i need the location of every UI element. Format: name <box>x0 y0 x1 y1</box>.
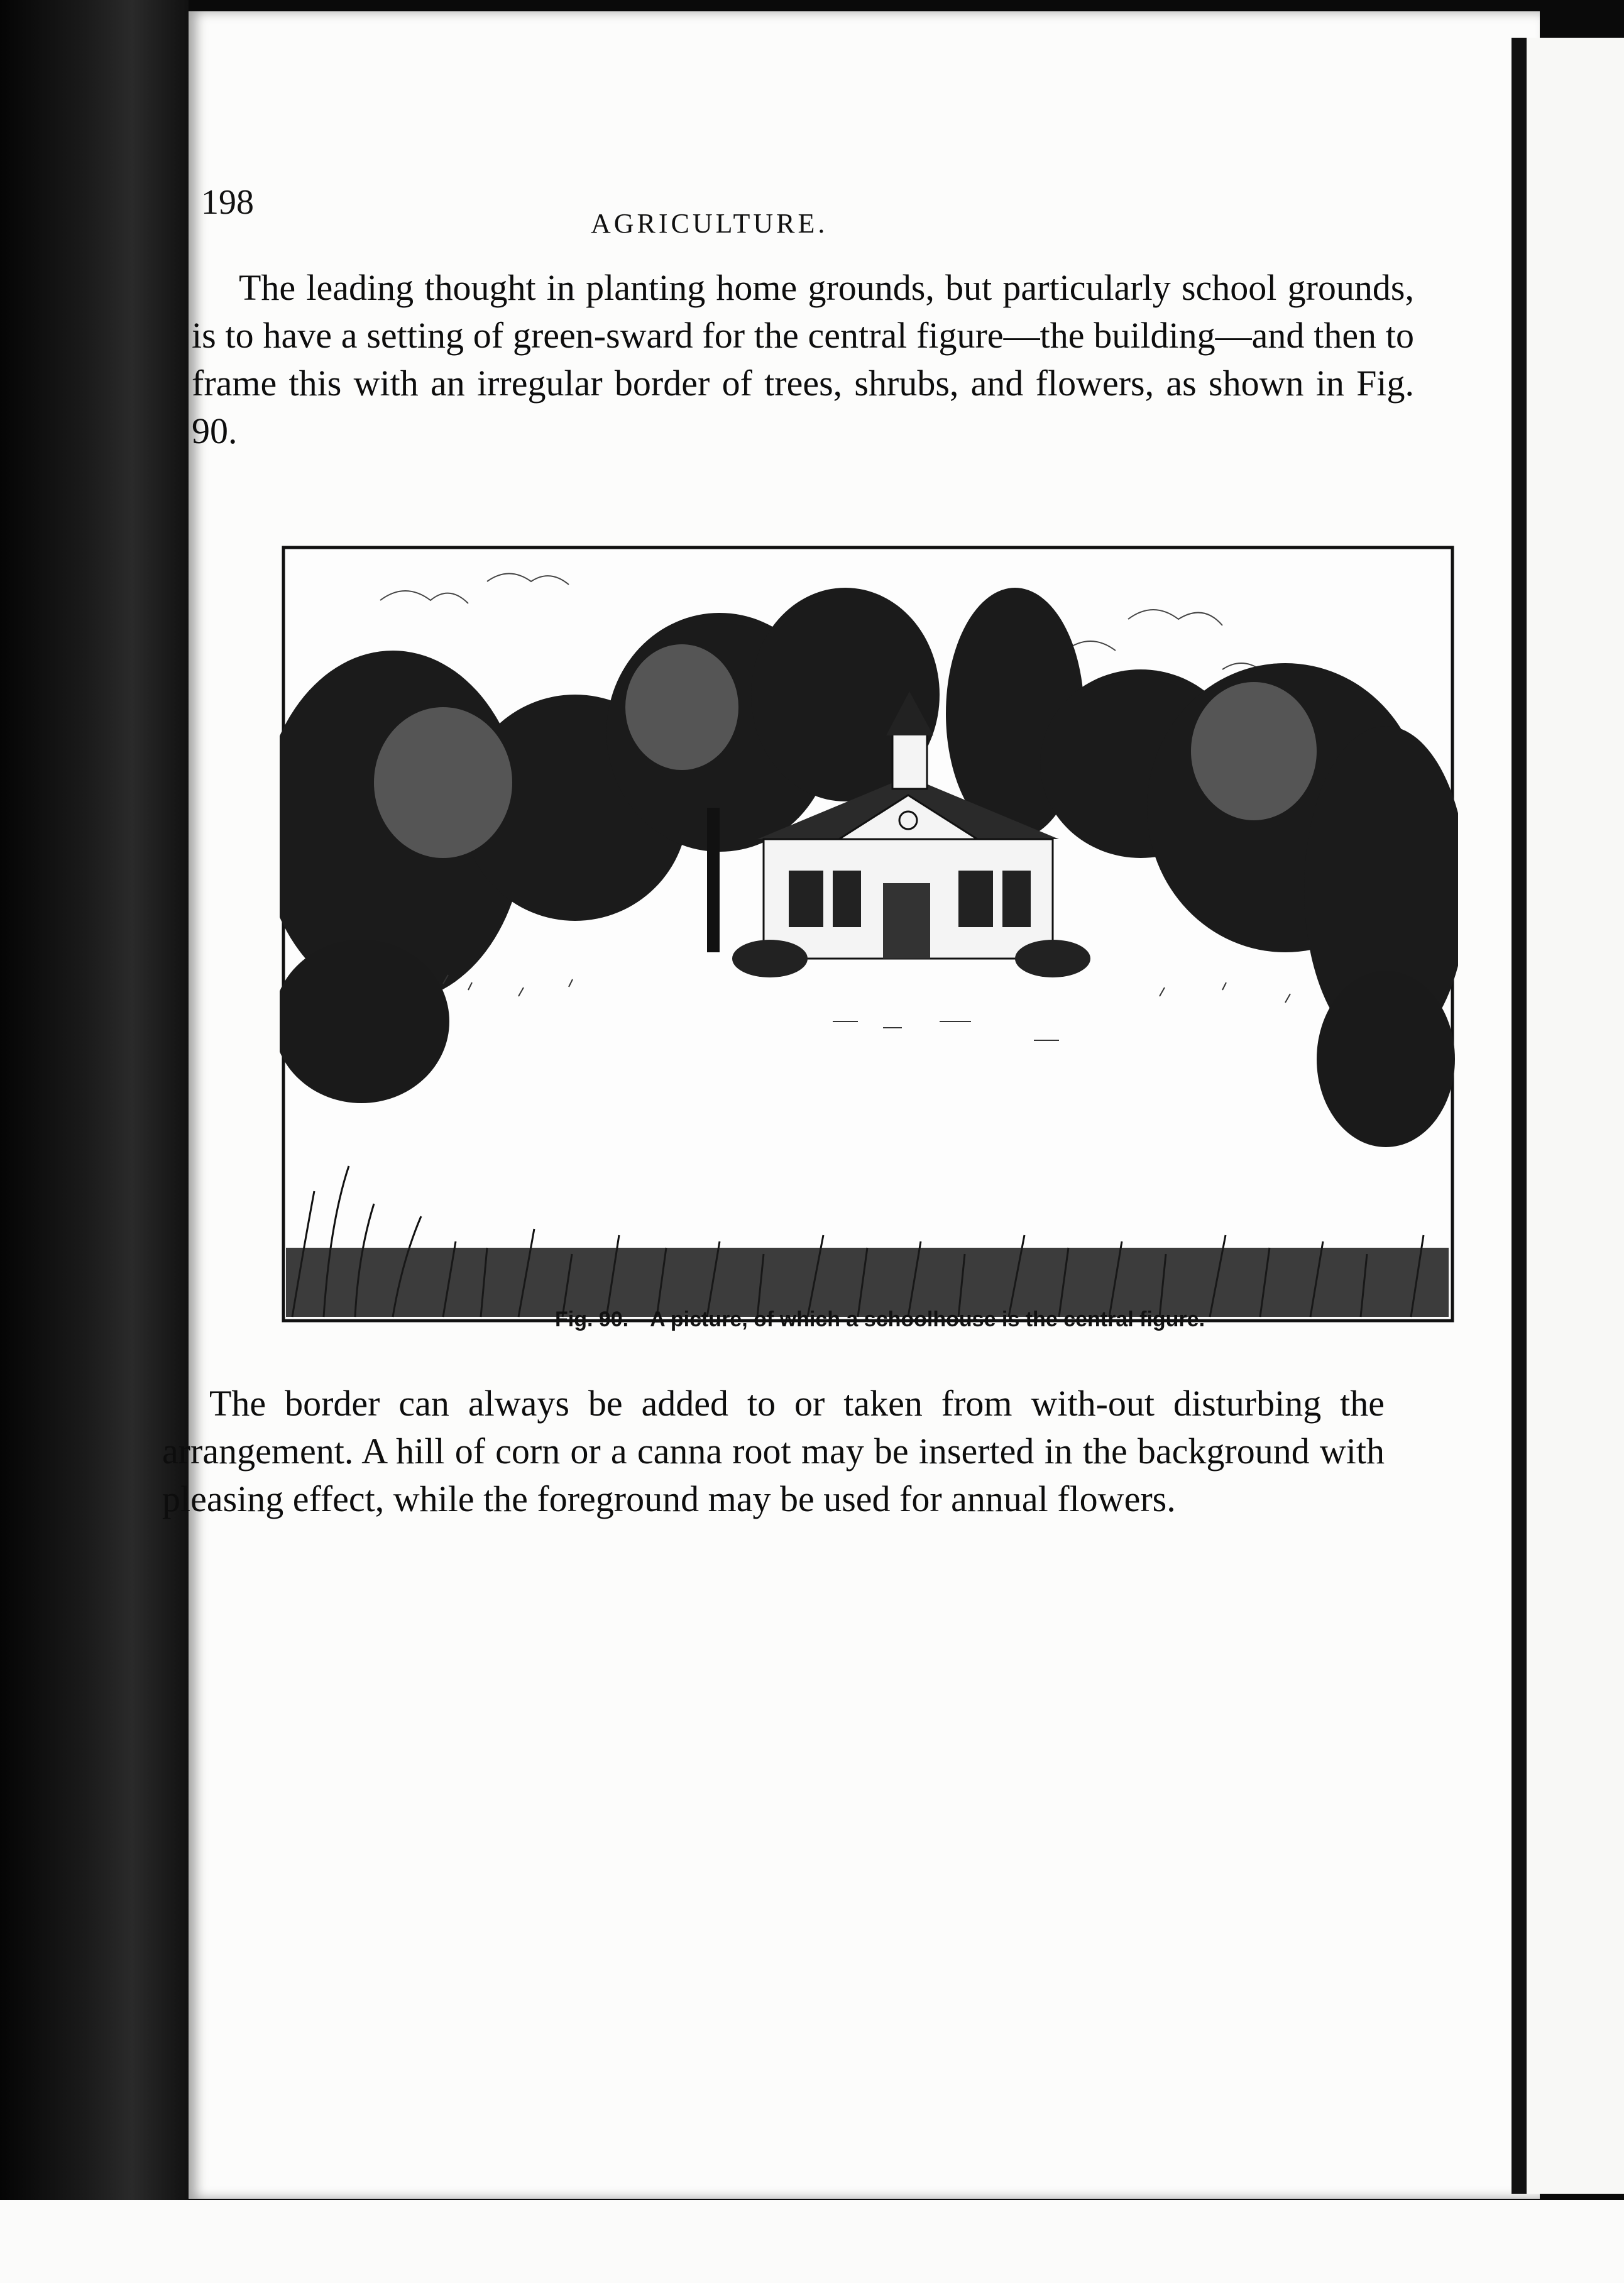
book-spine <box>0 0 189 2283</box>
schoolhouse-illustration <box>280 544 1458 1326</box>
paragraph-1: The leading thought in planting home grounds, but particularly school grounds, is to have a setting of green-sward for the central figure—the building—and then to frame this with an irregular border of trees, shrubs, and flowers, as shown in Fig. 90. <box>192 267 1414 451</box>
figure-caption: Fig. 90.—A picture, of which a schoolhouse is the central figure. <box>554 1307 1205 1331</box>
paragraph-2: The border can always be added to or taken from with-out disturbing the arrangement. A hill of corn or a canna root may be inserted in the background with pleasing effect, while the foreground may be used for annual flowers. <box>162 1383 1385 1519</box>
scan-margin <box>0 2200 1624 2283</box>
facing-page-edge <box>1512 38 1624 2194</box>
running-title: AGRICULTURE. <box>591 208 828 239</box>
engraving <box>280 544 1458 1326</box>
page-number: 198 <box>201 183 254 222</box>
